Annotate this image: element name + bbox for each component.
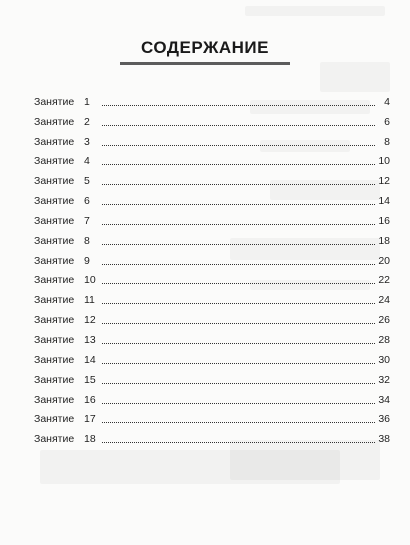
toc-page-number: 8 (384, 135, 390, 148)
toc-entry (34, 88, 390, 108)
toc-page-number: 38 (378, 433, 390, 446)
toc-entry-label: Занятие (34, 155, 75, 168)
toc-entry-number: 6 (84, 195, 90, 208)
toc-entry (34, 148, 390, 168)
toc-entry (34, 366, 390, 386)
toc-entry-number: 18 (84, 433, 96, 446)
toc-page-number: 22 (378, 274, 390, 287)
toc-page-number: 20 (378, 254, 390, 267)
toc-dot-leader (102, 362, 375, 364)
toc-entry (34, 306, 390, 326)
toc-page-number: 26 (378, 314, 390, 327)
toc-entry-number: 4 (84, 155, 90, 168)
toc-dot-leader (102, 203, 375, 205)
toc-entry-label: Занятие (34, 195, 75, 208)
toc-entry-label: Занятие (34, 234, 75, 247)
toc-entry (34, 167, 390, 187)
toc-entry-label: Занятие (34, 175, 75, 188)
toc-dot-leader (102, 282, 375, 284)
toc-dot-leader (102, 382, 375, 384)
toc-entry (34, 187, 390, 207)
toc-page-number: 32 (378, 373, 390, 386)
toc-dot-leader (102, 421, 375, 423)
toc-dot-leader (102, 163, 375, 165)
toc-entry-label: Занятие (34, 353, 75, 366)
toc-entry-label: Занятие (34, 393, 75, 406)
toc-entry (34, 267, 390, 287)
toc-entry (34, 386, 390, 406)
toc-entry-number: 1 (84, 95, 90, 108)
toc-entry-label: Занятие (34, 115, 75, 128)
toc-dot-leader (102, 302, 375, 304)
toc-dot-leader (102, 402, 375, 404)
title-underline (120, 62, 290, 65)
toc-entry-number: 12 (84, 314, 96, 327)
toc-dot-leader (102, 441, 375, 443)
toc-entry-label: Занятие (34, 214, 75, 227)
toc-entry-number: 7 (84, 214, 90, 227)
toc-dot-leader (102, 322, 375, 324)
toc-entry (34, 326, 390, 346)
toc-page-number: 36 (378, 413, 390, 426)
toc-entry-label: Занятие (34, 254, 75, 267)
toc-entry (34, 286, 390, 306)
toc-page-number: 4 (384, 95, 390, 108)
toc-page-number: 28 (378, 333, 390, 346)
toc-entry-number: 11 (84, 294, 95, 307)
toc-entry-number: 13 (84, 333, 96, 346)
toc-entry-label: Занятие (34, 373, 75, 386)
toc-dot-leader (102, 183, 375, 185)
toc-page-number: 6 (384, 115, 390, 128)
toc-entry-label: Занятие (34, 274, 75, 287)
toc-page-number: 10 (378, 155, 390, 168)
toc-dot-leader (102, 104, 375, 106)
toc-dot-leader (102, 223, 375, 225)
toc-entry-label: Занятие (34, 294, 75, 307)
toc-entry-number: 5 (84, 175, 90, 188)
toc-dot-leader (102, 263, 375, 265)
toc-entry-number: 14 (84, 353, 96, 366)
toc-dot-leader (102, 124, 375, 126)
toc-entry-label: Занятие (34, 433, 75, 446)
toc-page-number: 24 (378, 294, 390, 307)
toc-page-number: 14 (378, 195, 390, 208)
toc-page-number: 12 (378, 175, 390, 188)
toc-entry (34, 247, 390, 267)
toc-entry (34, 227, 390, 247)
toc-dot-leader (102, 342, 375, 344)
toc-page-number: 34 (378, 393, 390, 406)
toc-entry-label: Занятие (34, 413, 75, 426)
toc-entry (34, 346, 390, 366)
toc-entry-number: 10 (84, 274, 96, 287)
toc-page-number: 18 (378, 234, 390, 247)
toc-entry-number: 2 (84, 115, 90, 128)
toc-entry-number: 17 (84, 413, 96, 426)
toc-entry-label: Занятие (34, 314, 75, 327)
toc-entry-label: Занятие (34, 333, 75, 346)
toc-entry (34, 128, 390, 148)
toc-entry (34, 425, 390, 445)
toc-entry-number: 8 (84, 234, 90, 247)
toc-entry (34, 207, 390, 227)
toc-entry-number: 3 (84, 135, 90, 148)
toc-entry-label: Занятие (34, 135, 75, 148)
toc-entry-label: Занятие (34, 95, 75, 108)
table-of-contents (34, 88, 390, 445)
page-title: СОДЕРЖАНИЕ (141, 38, 269, 57)
toc-entry (34, 108, 390, 128)
toc-page-number: 16 (378, 214, 390, 227)
toc-page-number: 30 (378, 353, 390, 366)
toc-entry-number: 16 (84, 393, 96, 406)
toc-entry-number: 9 (84, 254, 90, 267)
toc-dot-leader (102, 243, 375, 245)
toc-entry (34, 406, 390, 426)
toc-entry-number: 15 (84, 373, 96, 386)
toc-dot-leader (102, 144, 375, 146)
